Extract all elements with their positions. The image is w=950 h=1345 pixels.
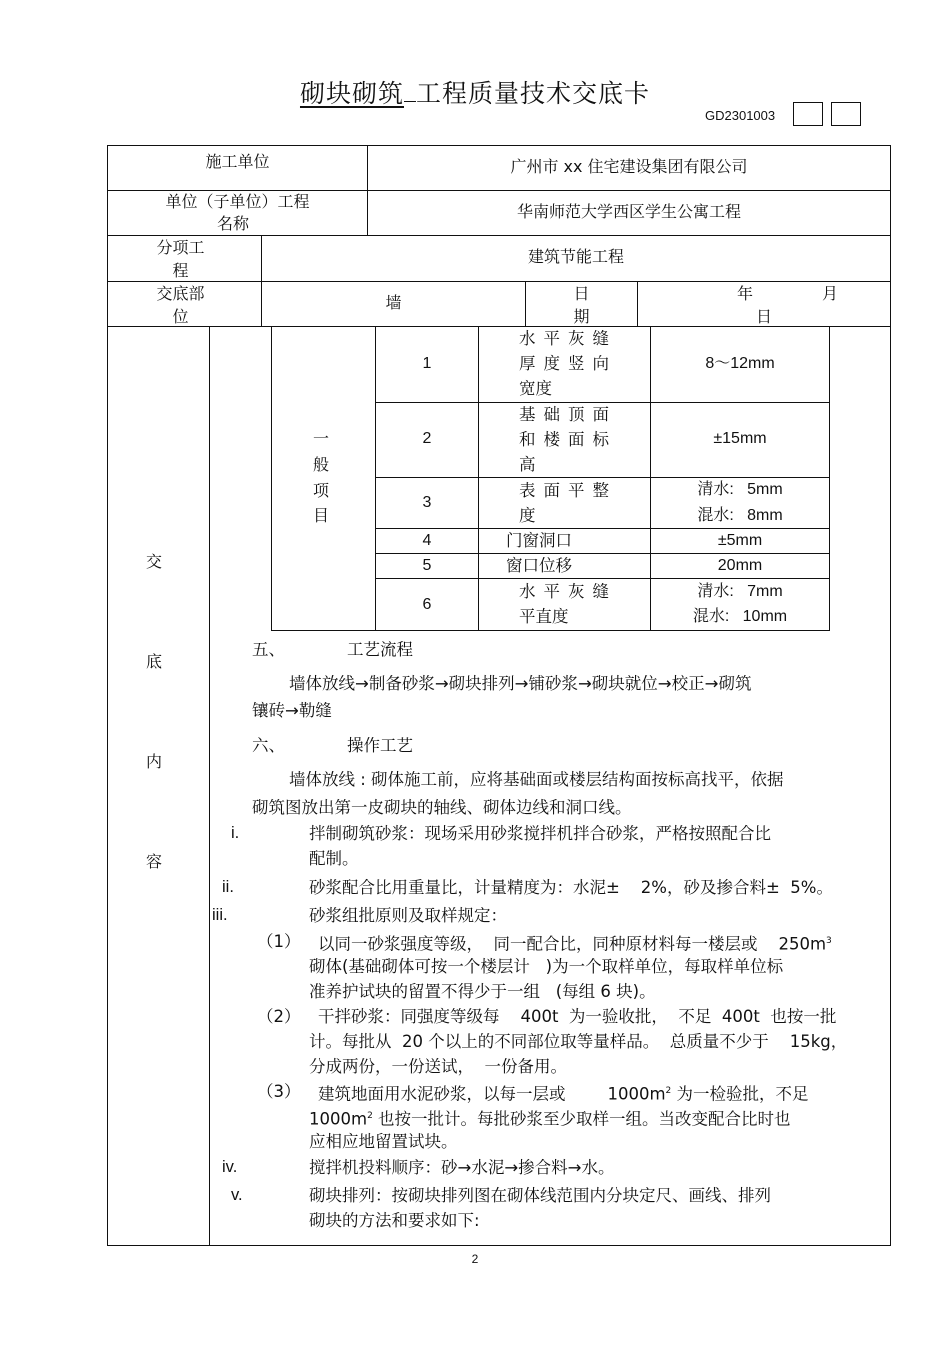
sub-label-1: 分项工: [156, 238, 205, 257]
row-5-no: 5: [422, 557, 432, 574]
row-1-item: 宽度: [519, 379, 552, 398]
inner-table-rule: [478, 326, 479, 631]
sub-3-text: [318, 1079, 809, 1107]
date-year: 年: [736, 284, 753, 303]
group-label-char: 般: [312, 455, 329, 474]
section-5-body: 镶砖→勒缝: [252, 701, 332, 720]
sub-3-line: 1000m: [309, 1109, 368, 1129]
sub-2-marker: （2）: [257, 1007, 301, 1026]
sub-3-text: 应相应地留置试块。: [309, 1132, 458, 1151]
section-5-body: 墙体放线→制备砂浆→砌块排列→铺砂浆→砌块就位→校正→砌筑: [289, 674, 752, 693]
row-1-item: 水平灰缝: [519, 329, 617, 348]
row-6-item: 平直度: [519, 607, 569, 626]
part-label-1: 交底部: [156, 284, 205, 303]
item-i-marker: i.: [231, 824, 240, 842]
title-rest: 工程质量技术交底卡: [416, 79, 651, 108]
sub-3-line: 也按一批计。每批砂浆至少取样一组。当改变配合比时也: [372, 1109, 791, 1129]
item-iii-marker: iii.: [212, 906, 228, 924]
table-rule: [637, 281, 638, 326]
row-2-item: 和楼面标: [519, 430, 617, 449]
sub-3-line: 为一检验批，不足: [671, 1084, 809, 1104]
project-label-1: 单位（子单位）工程: [165, 192, 310, 211]
checkbox-2[interactable]: [831, 102, 861, 126]
row-1-item: 厚度竖向: [519, 354, 617, 373]
inner-table-rule: [375, 528, 830, 529]
project-label-2: 名称: [216, 214, 249, 233]
sub-3-line: 建筑地面用水泥砂浆，以每一层或 1000m: [318, 1084, 666, 1104]
group-label-char: 一: [312, 429, 329, 448]
item-v-text: 砌块的方法和要求如下:: [309, 1211, 480, 1230]
sub-1-text: [318, 929, 832, 957]
part-value: 墙: [385, 293, 402, 312]
row-1-no: 1: [422, 355, 432, 372]
row-2-value: ±15mm: [713, 430, 767, 447]
item-ii-marker: ii.: [222, 878, 234, 896]
item-i-text: 拌制砌筑砂浆：现场采用砂浆搅拌机拌合砂浆，严格按照配合比: [309, 824, 771, 843]
title-underlined: 砌块砌筑: [299, 79, 404, 108]
side-label-char: 容: [145, 852, 162, 871]
square-superscript: 2: [367, 1111, 373, 1121]
row-1-value: 8～12mm: [705, 355, 775, 372]
group-label-char: 项: [312, 481, 329, 500]
row-2-no: 2: [422, 430, 432, 447]
row-3-item: 度: [519, 506, 536, 525]
table-border-right: [890, 145, 891, 1245]
date-label-1: 日: [573, 284, 590, 303]
item-v-marker: v.: [231, 1186, 243, 1204]
sub-1-line: 以同一砂浆强度等级， 同一配合比，同种原材料每一楼层或 250m: [318, 934, 827, 954]
row-3-value: 混水: 8mm: [697, 507, 783, 524]
item-iv-text: 搅拌机投料顺序：砂→水泥→掺合料→水。: [309, 1158, 615, 1177]
sub-1-text: 砌体(基础砌体可按一个楼层计 )为一个取样单位，每取样单位标: [309, 957, 784, 976]
row-3-item: 表面平整: [519, 481, 617, 500]
side-label-char: 底: [145, 652, 162, 671]
section-5-number: 五、: [252, 640, 285, 659]
sub-1-marker: （1）: [257, 932, 301, 951]
sub-label-2: 程: [172, 261, 189, 280]
unit-label: 施工单位: [205, 152, 270, 171]
row-6-value: 清水: 7mm: [697, 583, 783, 600]
side-label-char: 交: [145, 552, 162, 571]
row-4-item: 门窗洞口: [506, 531, 572, 550]
section-5-title: 工艺流程: [347, 640, 413, 659]
date-day: 日: [755, 307, 772, 326]
item-ii-text: 砂浆配合比用重量比，计量精度为：水泥± 2%，砂及掺合料± 5%。: [309, 878, 833, 897]
row-5-item: 窗口位移: [506, 556, 572, 575]
date-month: 月: [821, 284, 838, 303]
item-iv-marker: iv.: [222, 1158, 238, 1176]
page-number: 2: [471, 1252, 479, 1266]
table-border-top: [107, 145, 891, 146]
row-4-value: ±5mm: [717, 532, 763, 549]
section-6-para: 砌筑图放出第一皮砌块的轴线、砌体边线和洞口线。: [252, 798, 632, 817]
table-rule: [107, 235, 891, 236]
doc-code: GD2301003: [705, 108, 776, 123]
sub-3-marker: （3）: [257, 1082, 301, 1101]
date-label-2: 期: [573, 307, 590, 326]
inner-table-rule: [829, 326, 830, 631]
inner-table-rule: [271, 326, 272, 631]
part-label-2: 位: [172, 307, 189, 326]
sub-value: 建筑节能工程: [527, 247, 624, 266]
row-3-value: 清水: 5mm: [697, 481, 783, 498]
sub-2-text: 干拌砂浆：同强度等级每 400t 为一验收批， 不足 400t 也按一批: [318, 1007, 837, 1026]
row-4-no: 4: [422, 532, 432, 549]
sub-1-text: 准养护试块的留置不得少于一组 (每组 6 块)。: [309, 982, 656, 1001]
row-6-value: 混水: 10mm: [692, 608, 788, 625]
sub-2-text: 计。每批从 20 个以上的不同部位取等量样品。 总质量不少于 15kg，: [309, 1032, 848, 1051]
inner-table-rule: [375, 553, 830, 554]
section-6-title: 操作工艺: [347, 736, 413, 755]
item-i-text: 配制。: [309, 849, 359, 868]
project-value: 华南师范大学西区学生公寓工程: [516, 202, 741, 221]
sub-3-text: [309, 1104, 791, 1132]
table-rule: [209, 326, 210, 1245]
unit-value: 广州市 xx 住宅建设集团有限公司: [510, 157, 748, 176]
item-iii-text: 砂浆组批原则及取样规定：: [309, 906, 507, 925]
square-superscript: 2: [665, 1086, 672, 1096]
row-2-item: 基础顶面: [519, 405, 617, 424]
group-label-char: 目: [312, 506, 329, 525]
sub-2-text: 分成两份，一份送试， 一份备用。: [309, 1057, 567, 1076]
inner-table-rule: [271, 630, 830, 631]
row-6-no: 6: [422, 596, 432, 613]
section-6-number: 六、: [252, 736, 285, 755]
checkbox-1[interactable]: [793, 102, 823, 126]
side-label-char: 内: [145, 752, 162, 771]
row-3-no: 3: [422, 494, 432, 511]
item-v-text: 砌块排列：按砌块排列图在砌体线范围内分块定尺、画线、排列: [309, 1186, 771, 1205]
section-6-para: 墙体放线 : 砌体施工前，应将基础面或楼层结构面按标高找平，依据: [289, 770, 784, 789]
table-border-bottom: [107, 1245, 891, 1246]
row-6-item: 水平灰缝: [519, 582, 617, 601]
cube-superscript: 3: [826, 936, 832, 946]
row-2-item: 高: [519, 455, 536, 474]
row-5-value: 20mm: [717, 557, 763, 574]
